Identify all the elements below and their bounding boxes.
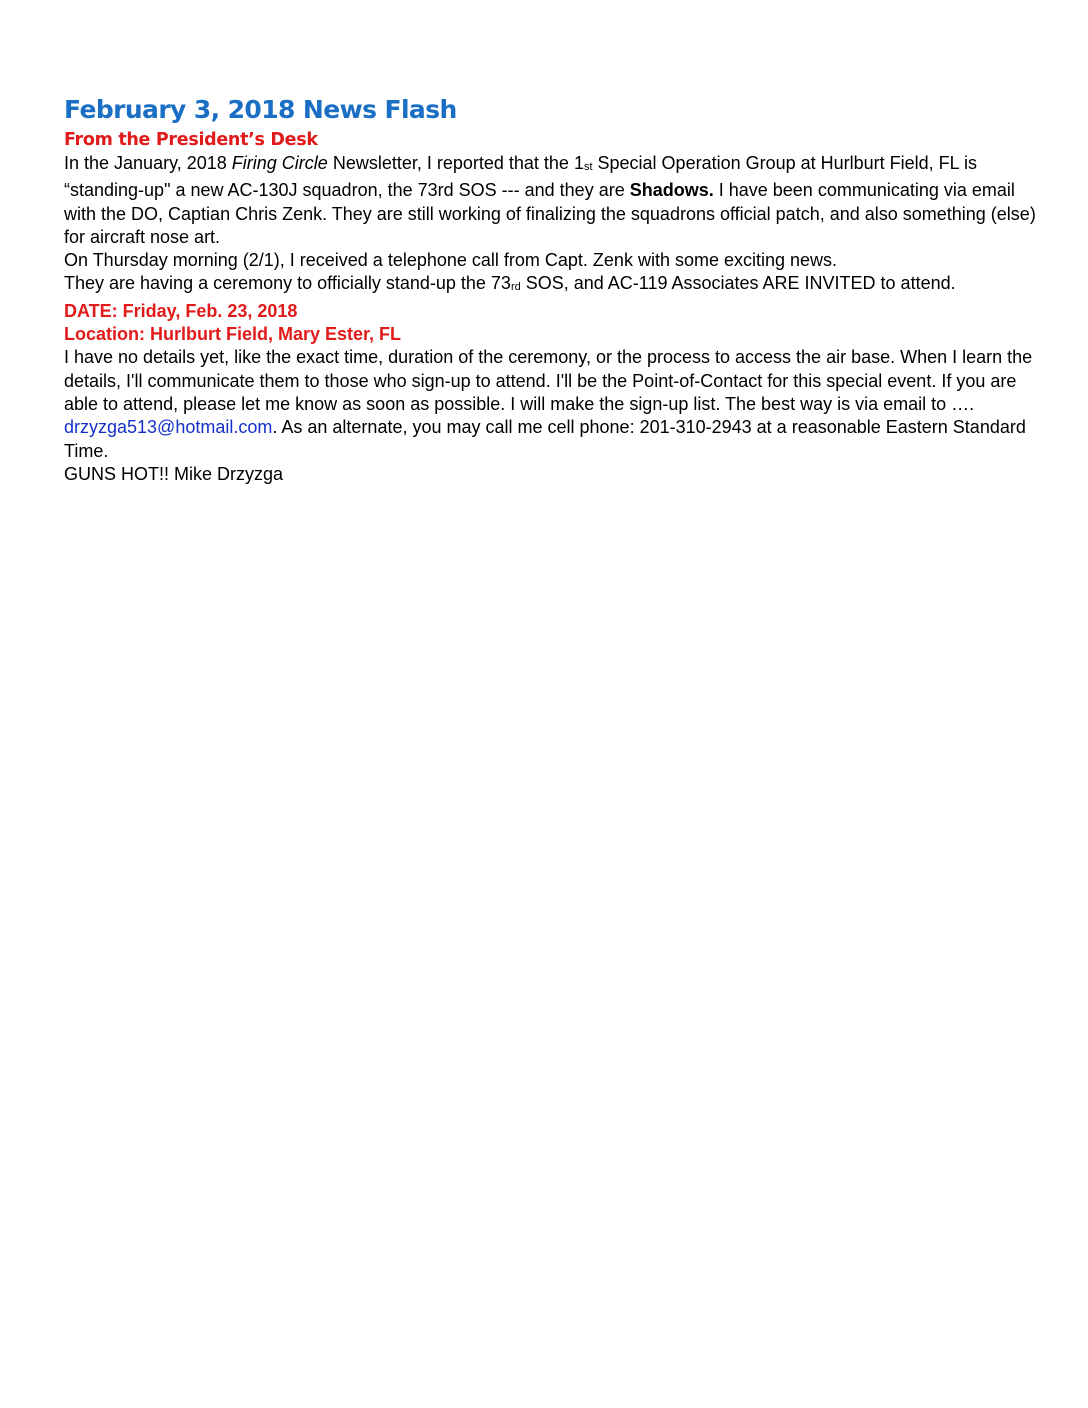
invitation-text: SOS, and AC-119 Associates ARE INVITED to attend.	[520, 273, 956, 294]
squadron-name: Shadows.	[629, 180, 714, 201]
intro-paragraph	[64, 152, 1044, 249]
details-paragraph	[64, 346, 1044, 462]
intro-text: In the January, 2018	[64, 153, 232, 173]
intro-text: Special Operation Group at Hurlburt Field, FL is “standing-up" a new AC-130J squadron, the 73rd SOS --- and they are	[64, 153, 978, 201]
details-text: I have no details yet, like the exact time, duration of the ceremony, or the process to access the air base. When I learn the details, I'll communicate them to those who sign-up to attend. I'll be the Point-of-Contact for this special event. If you are able to attend, please let me know as soon as possible. I will make the sign-up list. The best way is via email to ….	[64, 347, 1033, 414]
invitation-paragraph	[64, 272, 1044, 299]
invitation-text: They are having a ceremony to officially stand-up the 73	[64, 273, 511, 294]
email-link[interactable]: drzyzga513@hotmail.com	[64, 417, 273, 438]
section-heading: From the President’s Desk	[64, 130, 318, 150]
ordinal-suffix: rd	[510, 281, 521, 294]
event-location: Location: Hurlburt Field, Mary Ester, FL	[64, 324, 402, 345]
intro-text: Newsletter, I reported that the 1	[327, 153, 584, 173]
intro-text: I have been communicating via email with the DO, Captian Chris Zenk. They are still working of finalizing the squadrons official patch, and also something (else) for aircraft nose art.	[64, 180, 1036, 247]
page-title: February 3, 2018 News Flash	[64, 95, 457, 124]
document-page	[64, 92, 1044, 486]
signoff: GUNS HOT!! Mike Drzyzga	[64, 463, 284, 484]
newsletter-name: Firing Circle	[231, 153, 328, 173]
details-text: . As an alternate, you may call me cell phone: 201-310-2943 at a reasonable Eastern Standard Time.	[64, 417, 1026, 461]
phone-call-paragraph: On Thursday morning (2/1), I received a telephone call from Capt. Zenk with some exciting news.	[64, 250, 838, 271]
event-date: DATE: Friday, Feb. 23, 2018	[64, 300, 298, 321]
ordinal-suffix: st	[583, 161, 593, 173]
